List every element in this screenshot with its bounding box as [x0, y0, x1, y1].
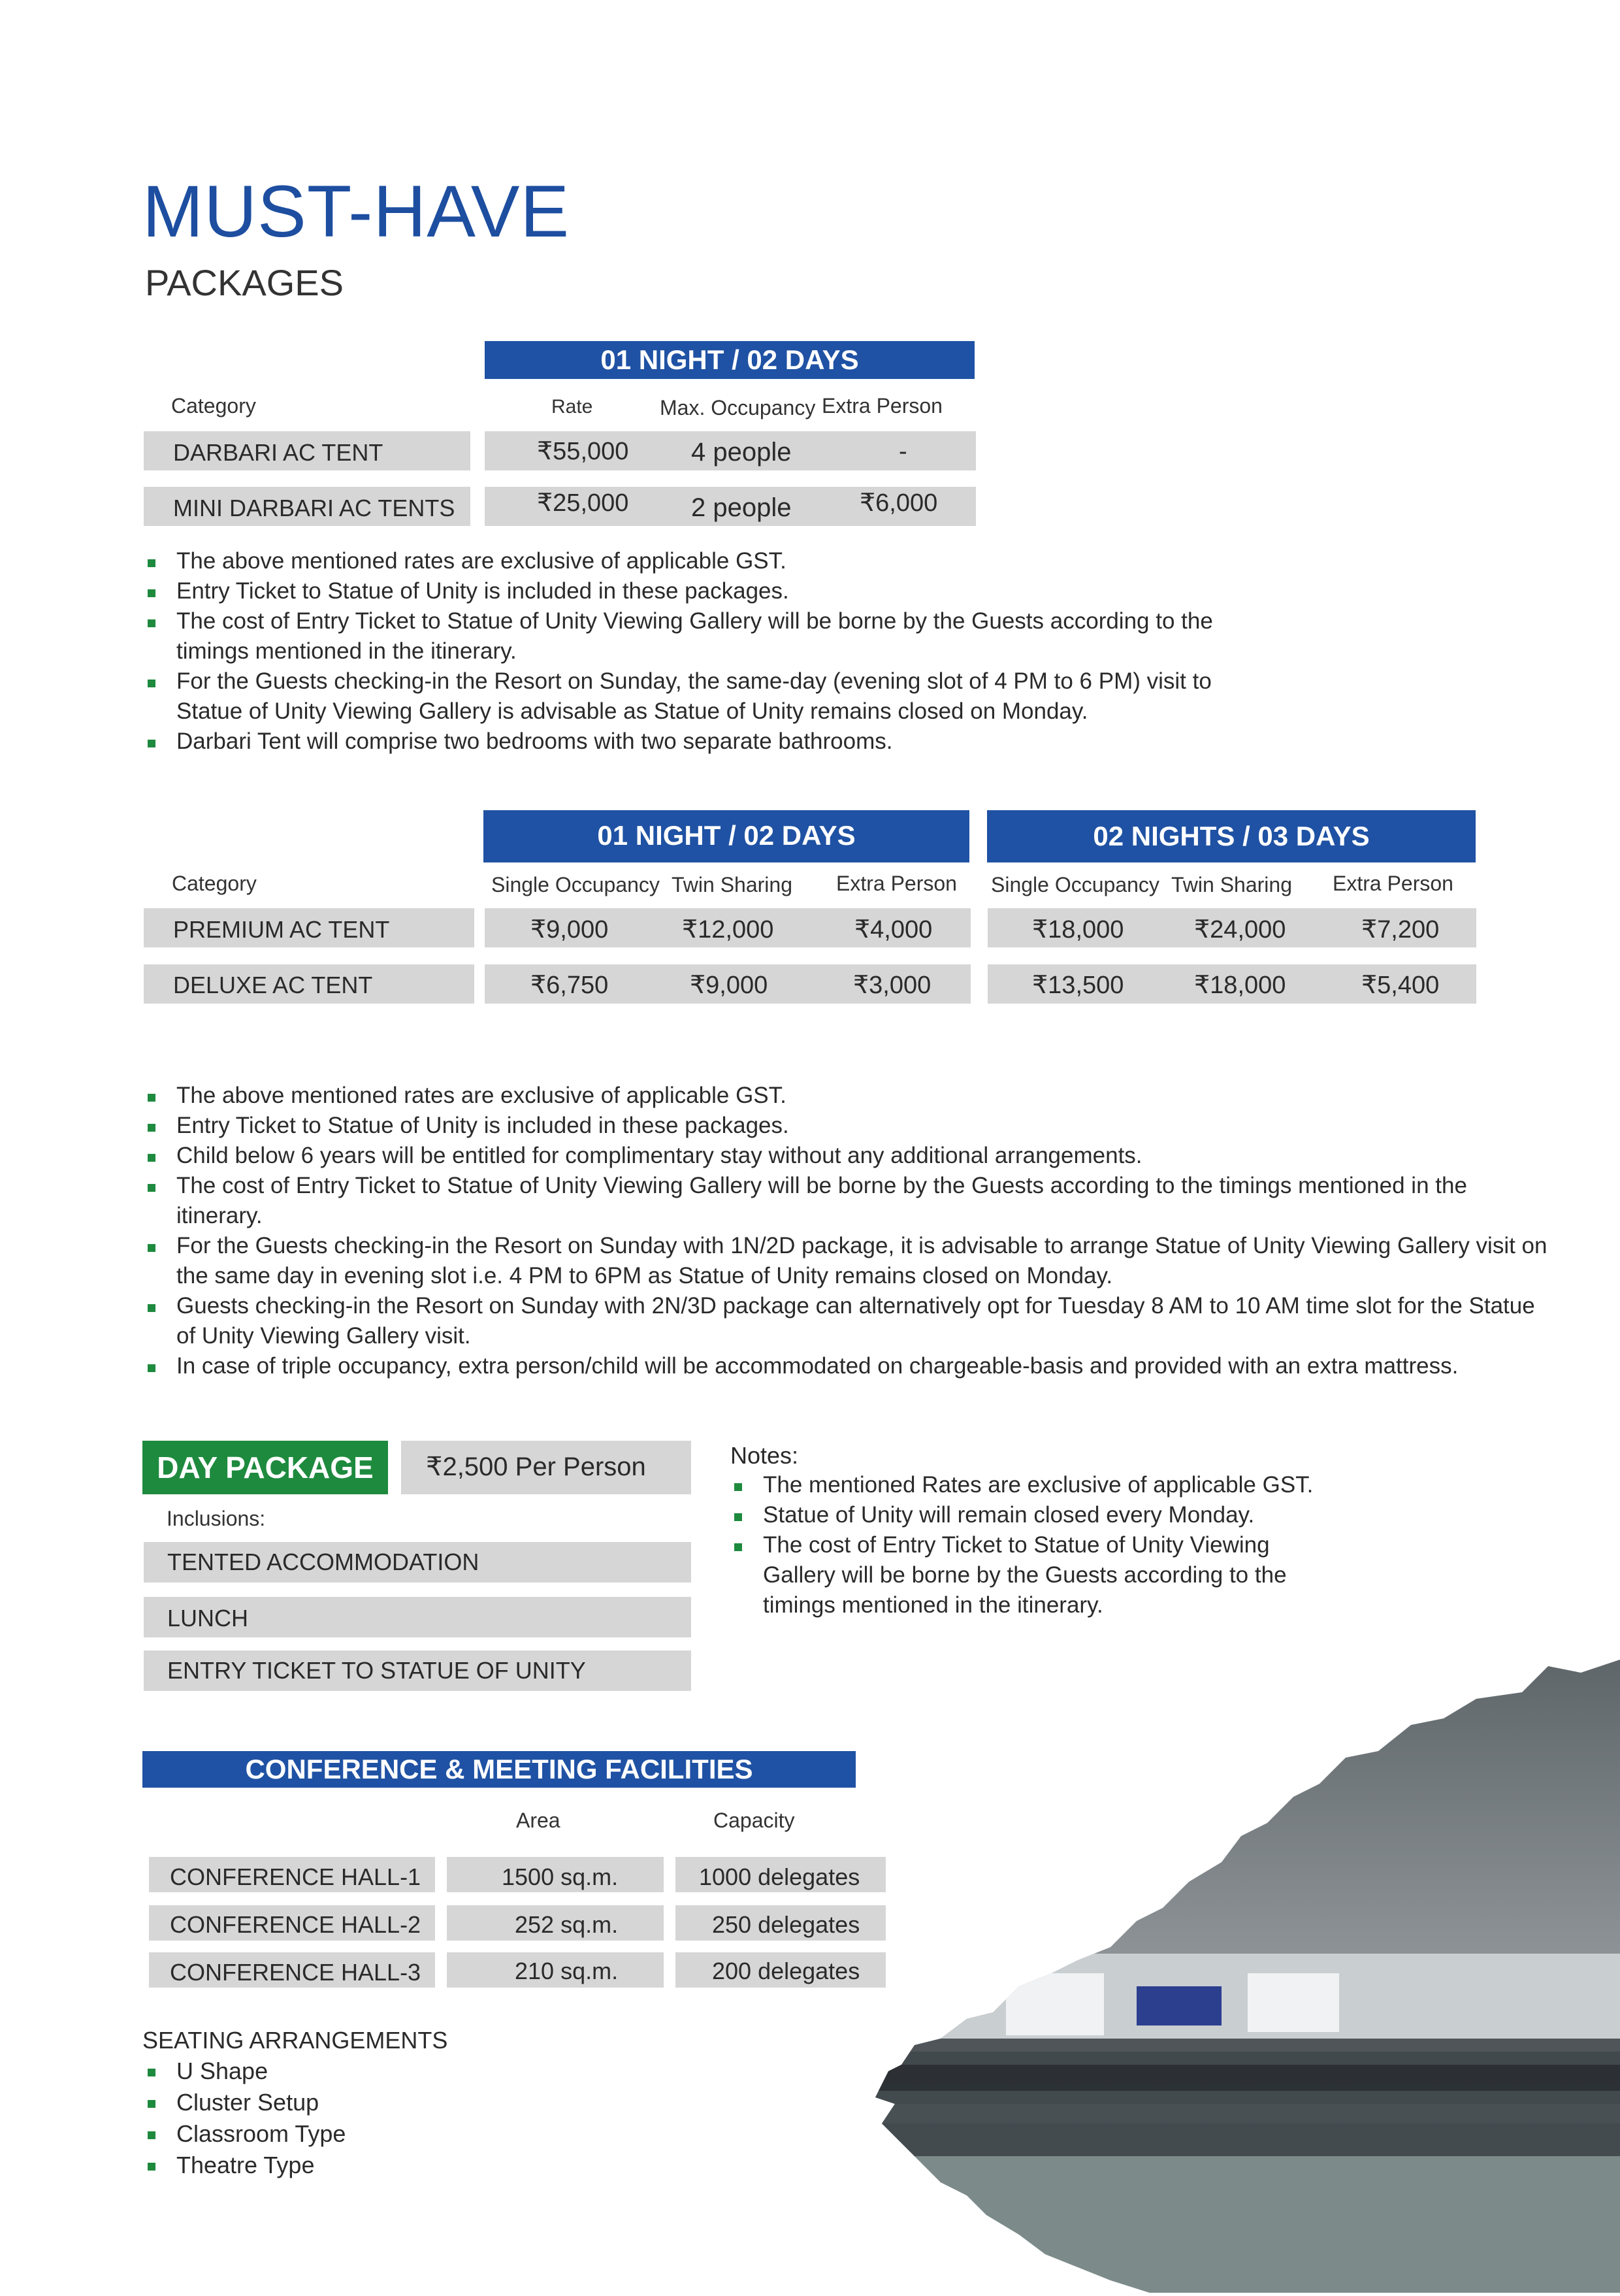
conference-hall-capacity: 250 delegates — [712, 1911, 860, 1938]
table2-header-single: Single Occupancy — [991, 873, 1159, 896]
table2-row-2n-extra: ₹5,400 — [1361, 972, 1440, 999]
list-item: The cost of Entry Ticket to Statue of Unity Viewing Gallery will be borne by the Guests according to the timings mentioned in the itinerary. — [730, 1530, 1338, 1620]
table1-row-category: DARBARI AC TENT — [173, 439, 383, 466]
list-item: The cost of Entry Ticket to Statue of Unity Viewing Gallery will be borne by the Guests according to the timings mentioned in the itinerary. — [144, 1171, 1542, 1231]
table2-row-2n-extra: ₹7,200 — [1361, 916, 1440, 943]
page-subtitle: PACKAGES — [145, 262, 344, 303]
inclusions-label: Inclusions: — [167, 1507, 266, 1530]
list-item: U Shape — [144, 2056, 601, 2087]
table2-row-1n-single: ₹6,750 — [530, 972, 609, 999]
conference-hall-area: 1500 sq.m. — [502, 1863, 619, 1890]
list-item: The above mentioned rates are exclusive of applicable GST. — [144, 1081, 1548, 1111]
conference-hall-name: CONFERENCE HALL-3 — [170, 1959, 421, 1986]
seating-heading: SEATING ARRANGEMENTS — [142, 2027, 448, 2054]
table2-row-1n-single: ₹9,000 — [530, 916, 609, 943]
table2-header-twin: Twin Sharing — [672, 873, 792, 896]
table2-band-2n3d: 02 NIGHTS / 03 DAYS — [987, 810, 1476, 862]
table1-header-extra: Extra Person — [822, 394, 943, 418]
conference-hall-area: 252 sq.m. — [515, 1911, 619, 1938]
table2-row-1n-extra: ₹3,000 — [853, 972, 932, 999]
notes2-list — [144, 1081, 1548, 1381]
conference-hall-capacity: 1000 delegates — [699, 1863, 860, 1890]
seating-list — [144, 2056, 601, 2181]
list-item: Entry Ticket to Statue of Unity is included in these packages. — [144, 1111, 1548, 1141]
conference-hall-name: CONFERENCE HALL-1 — [170, 1863, 421, 1890]
table2-row-category: PREMIUM AC TENT — [173, 916, 390, 943]
list-item: For the Guests checking-in the Resort on Sunday, the same-day (evening slot of 4 PM to 6 PM) visit to Statue of Unity Viewing Gallery is advisable as Statue of Unity remains closed on Monday. — [144, 666, 1241, 727]
table2-row-1n-twin: ₹12,000 — [682, 916, 774, 943]
list-item: Classroom Type — [144, 2118, 601, 2150]
table2-header-single: Single Occupancy — [491, 873, 660, 896]
table2-row-2n-single: ₹13,500 — [1032, 972, 1124, 999]
list-item: For the Guests checking-in the Resort on Sunday with 1N/2D package, it is advisable to arrange Statue of Unity Viewing Gallery visit on the same day in evening slot i.e. 4 PM to 6PM as Statue of Unity remains closed on Monday. — [144, 1231, 1548, 1291]
day-package-price: ₹2,500 Per Person — [426, 1452, 646, 1481]
conference-header-capacity: Capacity — [713, 1809, 795, 1832]
table1-band: 01 NIGHT / 02 DAYS — [485, 341, 975, 379]
table1-row-rate: ₹25,000 — [537, 489, 629, 517]
table1-row-occupancy: 2 people — [691, 493, 792, 522]
conference-band: CONFERENCE & MEETING FACILITIES — [142, 1751, 856, 1788]
table2-row-1n-twin: ₹9,000 — [690, 972, 768, 999]
table1-row-category: MINI DARBARI AC TENTS — [173, 495, 455, 521]
list-item: The mentioned Rates are exclusive of applicable GST. — [730, 1470, 1377, 1500]
table1-row-rate: ₹55,000 — [537, 438, 629, 465]
conference-hall-area: 210 sq.m. — [515, 1958, 619, 1984]
table2-header-twin: Twin Sharing — [1171, 873, 1292, 896]
list-item: The above mentioned rates are exclusive of applicable GST. — [144, 546, 1228, 576]
list-item: Entry Ticket to Statue of Unity is included in these packages. — [144, 576, 1228, 606]
table2-row-2n-twin: ₹18,000 — [1194, 972, 1286, 999]
table2-band-1n2d: 01 NIGHT / 02 DAYS — [483, 810, 969, 862]
table2-row-2n-single: ₹18,000 — [1032, 916, 1124, 943]
day-notes-heading: Notes: — [730, 1442, 799, 1469]
conference-hall-capacity: 200 delegates — [712, 1958, 860, 1984]
table1-header-rate: Rate — [551, 396, 593, 418]
table1-row-occupancy: 4 people — [691, 438, 792, 467]
table2-header-category: Category — [172, 872, 257, 895]
table2-header-extra: Extra Person — [836, 872, 957, 895]
list-item: Guests checking-in the Resort on Sunday with 2N/3D package can alternatively opt for Tuesday 8 AM to 10 AM time slot for the Statue of Unity Viewing Gallery visit. — [144, 1291, 1542, 1351]
table2-row-category: DELUXE AC TENT — [173, 972, 373, 998]
list-item: Darbari Tent will comprise two bedrooms with two separate bathrooms. — [144, 727, 1228, 757]
table1-header-occupancy: Max. Occupancy — [660, 396, 816, 419]
conference-hall-name: CONFERENCE HALL-2 — [170, 1911, 421, 1938]
day-notes-list — [730, 1470, 1377, 1620]
list-item: Statue of Unity will remain closed every Monday. — [730, 1500, 1377, 1530]
table1-row-extra: - — [899, 438, 907, 465]
list-item: Child below 6 years will be entitled for complimentary stay without any additional arrangements. — [144, 1141, 1548, 1171]
list-item: Cluster Setup — [144, 2087, 601, 2118]
table1-header-category: Category — [171, 394, 256, 418]
conference-hall-photo — [771, 1647, 1620, 2293]
notes1-list — [144, 546, 1228, 757]
list-item: In case of triple occupancy, extra person/child will be accommodated on chargeable-basis and provided with an extra mattress. — [144, 1351, 1548, 1381]
conference-header-area: Area — [516, 1809, 560, 1832]
table2-row-2n-twin: ₹24,000 — [1194, 916, 1286, 943]
table1-row-extra: ₹6,000 — [860, 489, 938, 517]
table2-header-extra: Extra Person — [1333, 872, 1453, 895]
page-title: MUST-HAVE — [142, 171, 570, 252]
list-item: The cost of Entry Ticket to Statue of Unity Viewing Gallery will be borne by the Guests according to the timings mentioned in the itinerary. — [144, 606, 1241, 666]
list-item: Theatre Type — [144, 2150, 601, 2181]
day-package-label: DAY PACKAGE — [142, 1441, 388, 1494]
table2-row-1n-extra: ₹4,000 — [854, 916, 933, 943]
